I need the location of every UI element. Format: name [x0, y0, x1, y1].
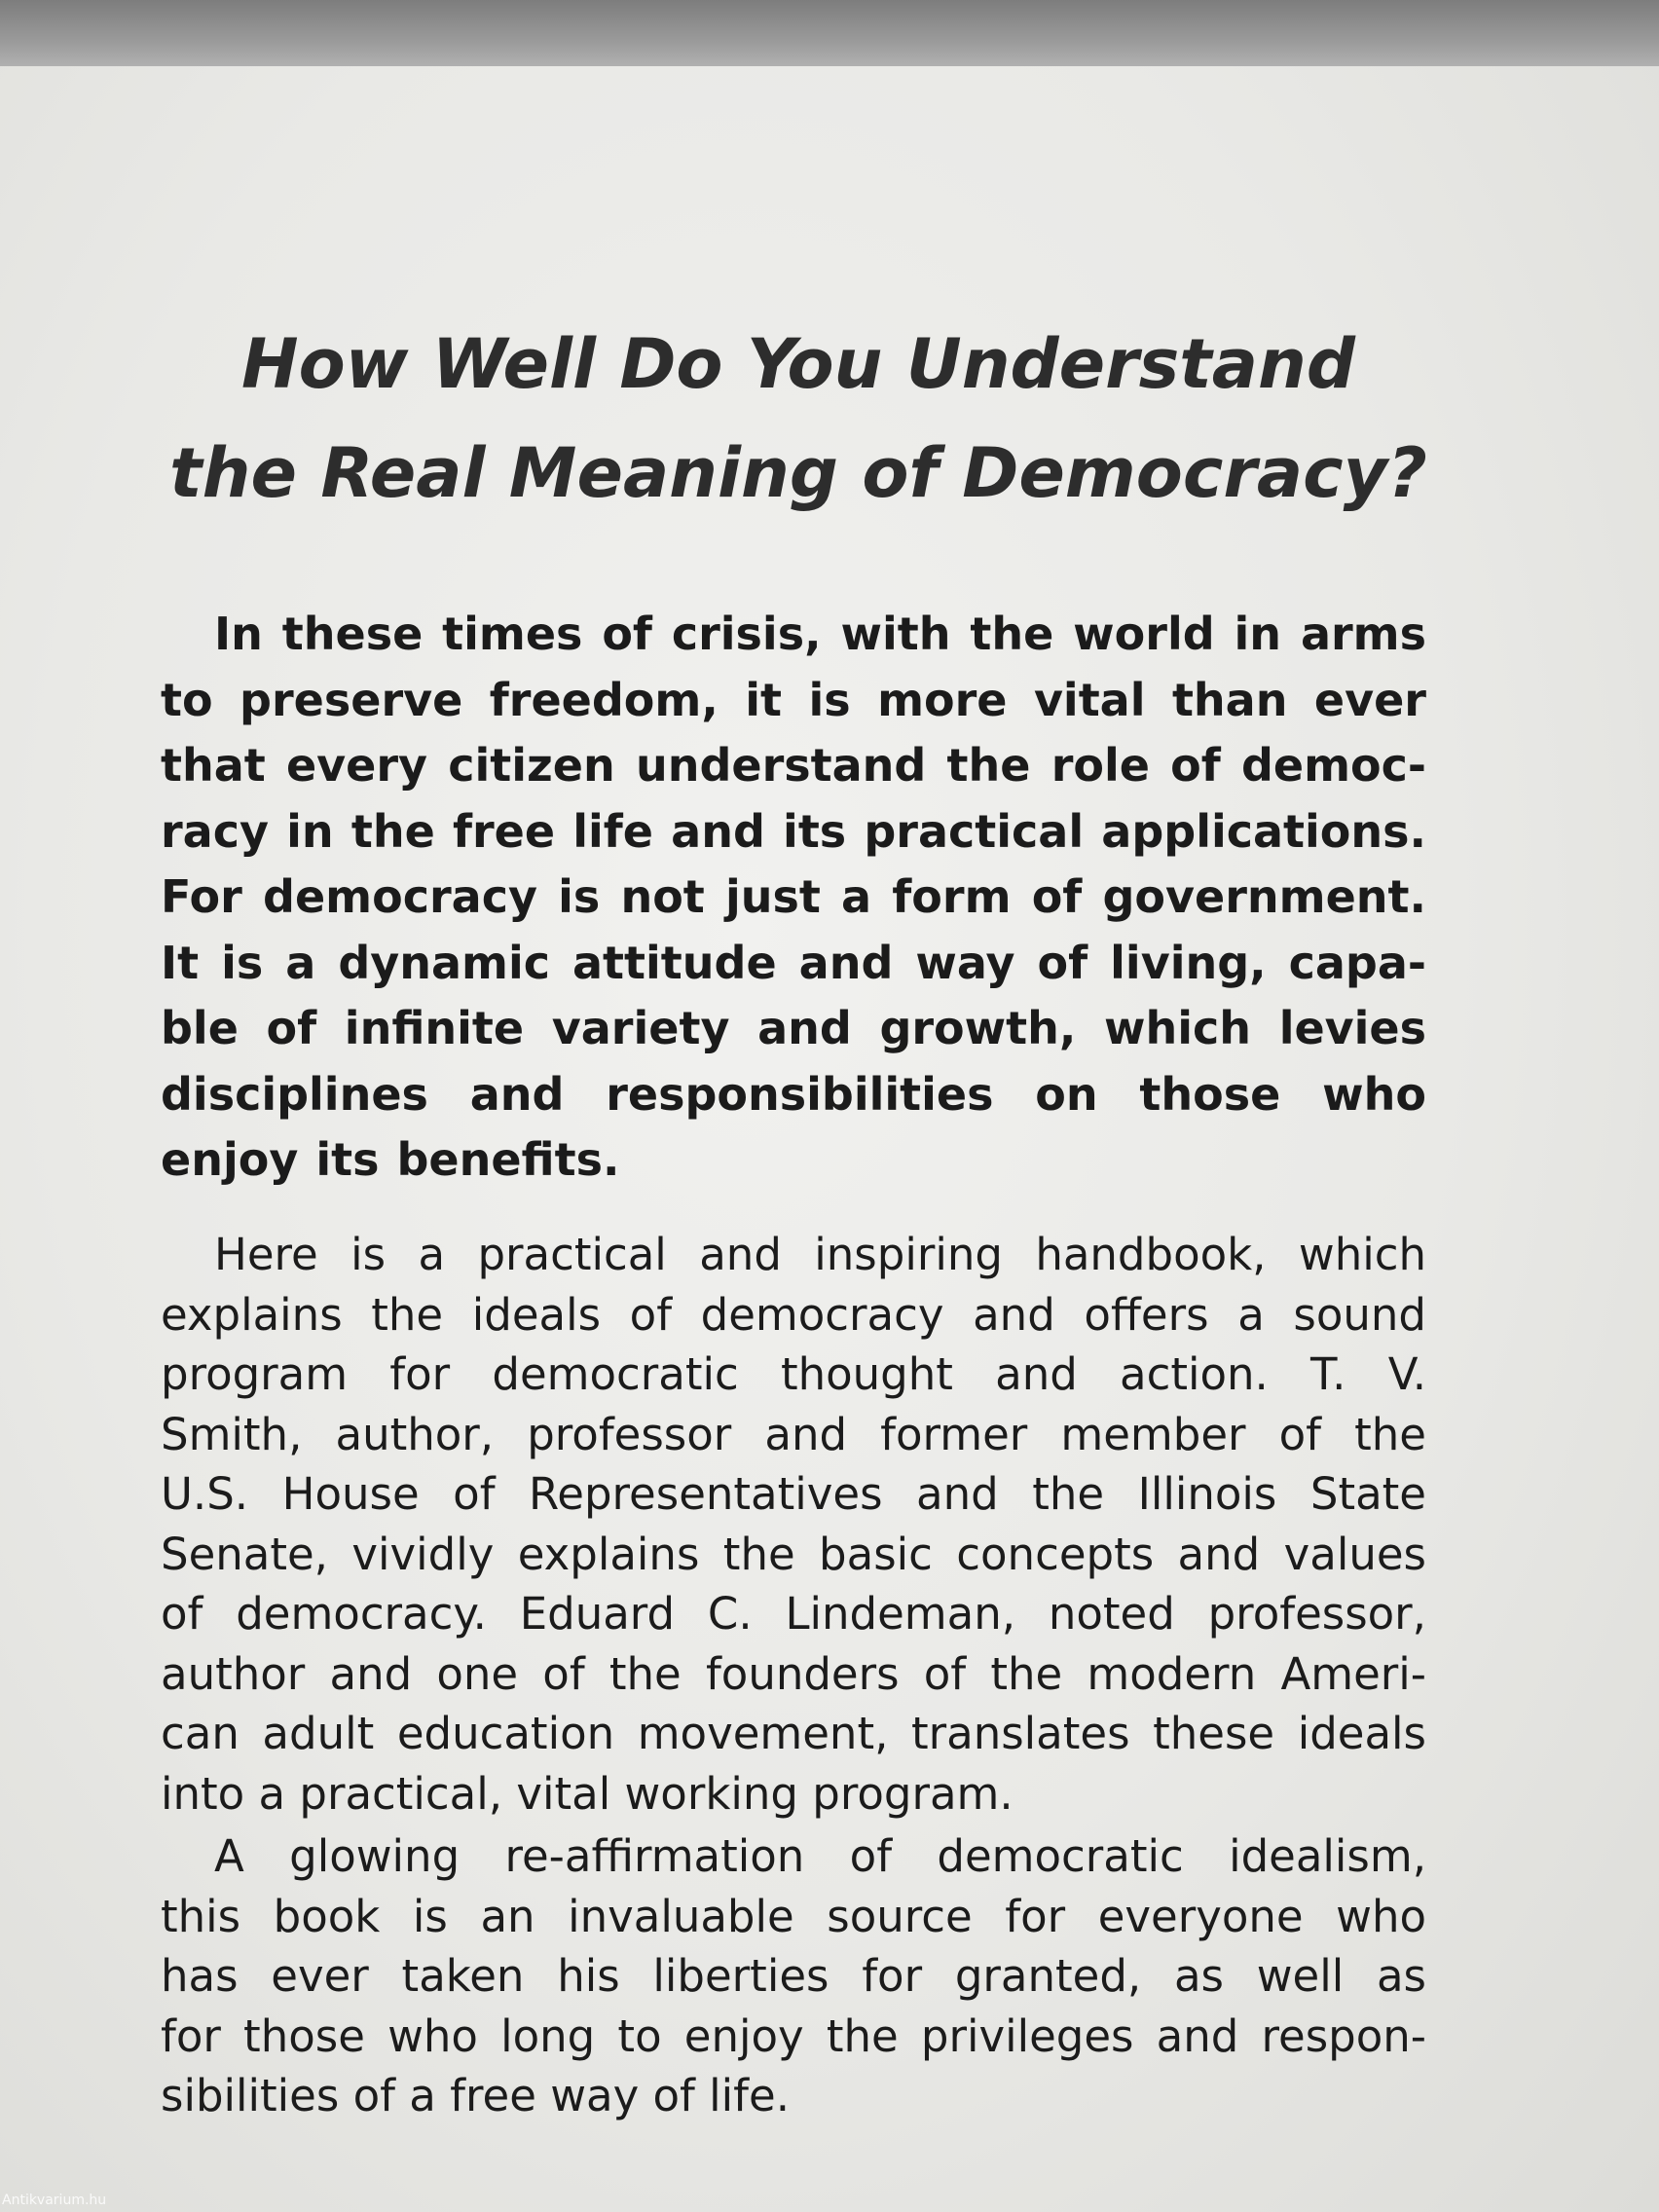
title-line-1: How Well Do You Understand — [241, 324, 1355, 404]
title-line-2: the Real Meaning of Democracy? — [169, 433, 1427, 513]
text-line: ble of infinite variety and growth, which levies — [161, 1002, 1426, 1054]
text-line: racy in the free life and its practical applications. — [161, 804, 1426, 858]
text-line: Senate, vividly explains the basic concepts and values — [161, 1528, 1426, 1580]
text-line: A glowing re-affirmation of democratic idealism, — [214, 1830, 1426, 1882]
text-line: author and one of the founders of the modern Ameri- — [161, 1647, 1426, 1700]
text-line: Smith, author, professor and former member of the — [161, 1408, 1426, 1460]
description-paragraph — [161, 1225, 1426, 1824]
page-title — [0, 310, 1597, 528]
text-line: explains the ideals of democracy and offers a sound — [161, 1288, 1426, 1341]
text-line: sibilities of a free way of life. — [161, 2070, 791, 2121]
text-line: program for democratic thought and action. T. V. — [161, 1348, 1426, 1400]
scan-top-edge — [0, 0, 1659, 68]
text-line: for those who long to enjoy the privileges and respon- — [161, 2009, 1426, 2062]
text-line: to preserve freedom, it is more vital than ever — [161, 673, 1426, 726]
text-line: Here is a practical and inspiring handbook, which — [214, 1229, 1426, 1280]
watermark: Antikvarium.hu — [2, 2193, 107, 2208]
text-line: U.S. House of Representatives and the Illinois State — [161, 1468, 1426, 1520]
text-line: can adult education movement, translates these ideals — [161, 1708, 1426, 1759]
text-line: into a practical, vital working program. — [161, 1767, 1014, 1820]
text-line: disciplines and responsibilities on those who — [161, 1067, 1426, 1121]
text-line: It is a dynamic attitude and way of living, capa- — [161, 936, 1426, 989]
text-line: has ever taken his liberties for granted, as well as — [161, 1950, 1426, 2002]
text-line: For democracy is not just a form of government. — [161, 870, 1426, 923]
book-back-cover — [0, 66, 1659, 2212]
text-line: this book is an invaluable source for everyone who — [161, 1890, 1426, 1942]
text-line: that every citizen understand the role of democ- — [161, 739, 1426, 792]
text-line: In these times of crisis, with the world in arms — [214, 608, 1426, 660]
intro-paragraph — [161, 602, 1426, 1194]
text-line: enjoy its benefits. — [161, 1133, 620, 1186]
closing-paragraph — [161, 1826, 1426, 2126]
text-line: of democracy. Eduard C. Lindeman, noted professor, — [161, 1588, 1426, 1640]
